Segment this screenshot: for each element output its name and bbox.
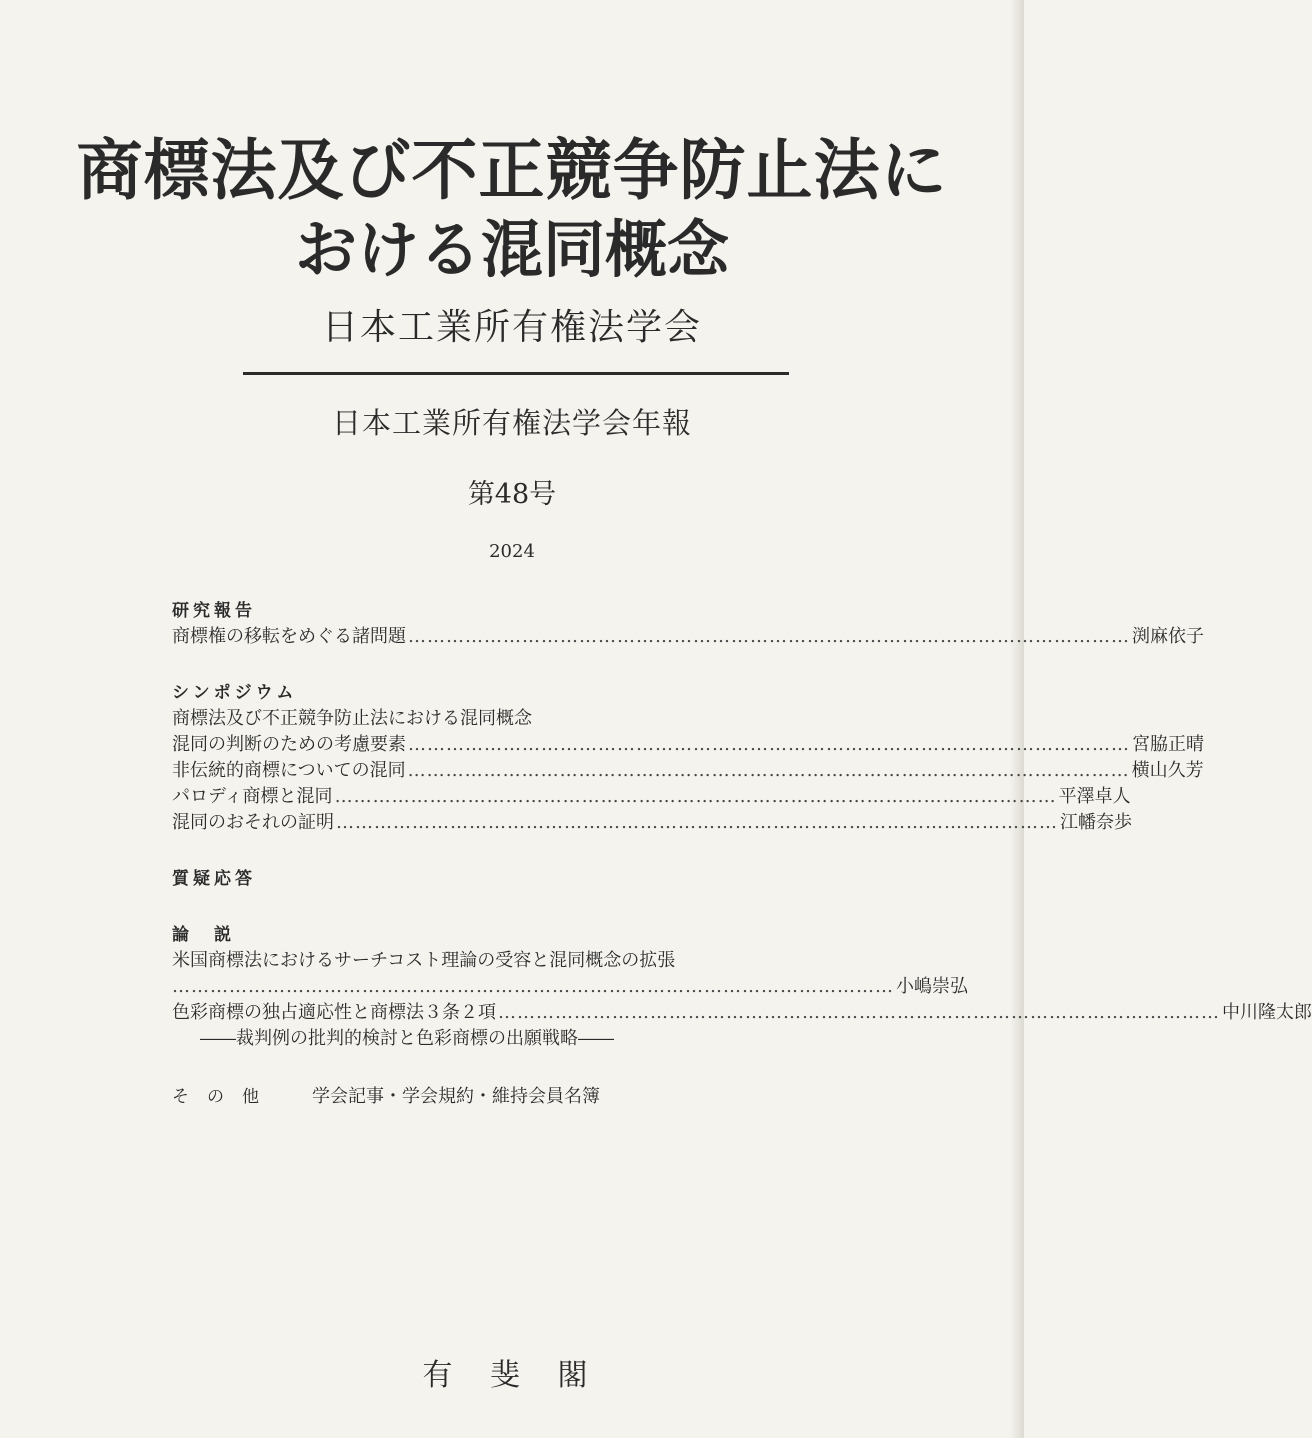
leader-dots: …………………………………………………………………………………………………… — [407, 760, 1130, 781]
section-heading-qa: 質疑応答 — [172, 869, 256, 889]
entry-title: 色彩商標の独占適応性と商標法３条２項 — [172, 1002, 496, 1023]
toc-entry — [172, 758, 1204, 784]
society-name: 日本工業所有権法学会 — [321, 307, 702, 348]
toc-entry — [172, 624, 1204, 650]
toc-entry — [172, 784, 1131, 810]
entry-author: 横 山 久 芳 — [1131, 760, 1204, 781]
entry-subtitle: ――裁判例の批判的検討と色彩商標の出願戦略―― — [200, 1028, 614, 1049]
publisher-name: 有 斐 閣 — [422, 1358, 602, 1393]
toc-entry — [172, 810, 1132, 836]
leader-dots: …………………………………………………………………………………………………… — [336, 812, 1058, 833]
other-contents: 学会記事・学会規約・維持会員名簿 — [312, 1086, 600, 1107]
toc-entry — [172, 1000, 1312, 1026]
entry-author: 宮 脇 正 晴 — [1132, 734, 1204, 755]
section-heading-research: 研究報告 — [172, 601, 256, 621]
section-heading-articles: 論 説 — [172, 925, 235, 945]
divider-rule — [243, 372, 789, 375]
entry-author: 小 嶋 崇 弘 — [896, 976, 968, 997]
other-section — [172, 1082, 862, 1112]
annual-report-name: 日本工業所有権法学会年報 — [331, 406, 692, 440]
entry-title: 混同の判断のための考慮要素 — [172, 734, 406, 755]
publication-year: 2024 — [489, 541, 535, 562]
entry-title: 非伝統的商標についての混同 — [172, 760, 406, 781]
leader-dots: …………………………………………………………………………………………………… — [334, 786, 1057, 807]
issue-number: 第48号 — [467, 479, 557, 510]
entry-title: 混同のおそれの証明 — [172, 812, 334, 833]
entry-author: 平 澤 卓 人 — [1058, 786, 1131, 807]
entry-title: 米国商標法におけるサーチコスト理論の受容と混同概念の拡張 — [172, 950, 676, 971]
leader-dots: …………………………………………………………………………………………………… — [172, 976, 894, 997]
entry-title: パロディ商標と混同 — [172, 786, 333, 807]
table-of-contents — [172, 598, 1312, 1112]
toc-entry — [172, 974, 968, 1000]
section-heading-symposium: シンポジウム — [172, 683, 298, 703]
title-line-1: 商標法及び不正競争防止法に — [76, 131, 948, 209]
leader-dots: …………………………………………………………………………………………………… — [498, 1002, 1220, 1023]
entry-author: 中 川 隆太郎 — [1222, 1002, 1312, 1023]
title-line-2: おける混同概念 — [294, 213, 729, 286]
symposium-subtitle: 商標法及び不正競争防止法における混同概念 — [172, 708, 532, 729]
entry-author: 渕 麻依子 — [1132, 626, 1204, 647]
toc-entry — [172, 732, 1204, 758]
entry-author: 江 幡 奈 歩 — [1060, 812, 1132, 833]
entry-title: 商標権の移転をめぐる諸問題 — [172, 626, 406, 647]
leader-dots: …………………………………………………………………………………………………… — [408, 734, 1130, 755]
leader-dots: …………………………………………………………………………………………………… — [408, 626, 1130, 647]
section-heading-other: その他 — [172, 1087, 277, 1107]
